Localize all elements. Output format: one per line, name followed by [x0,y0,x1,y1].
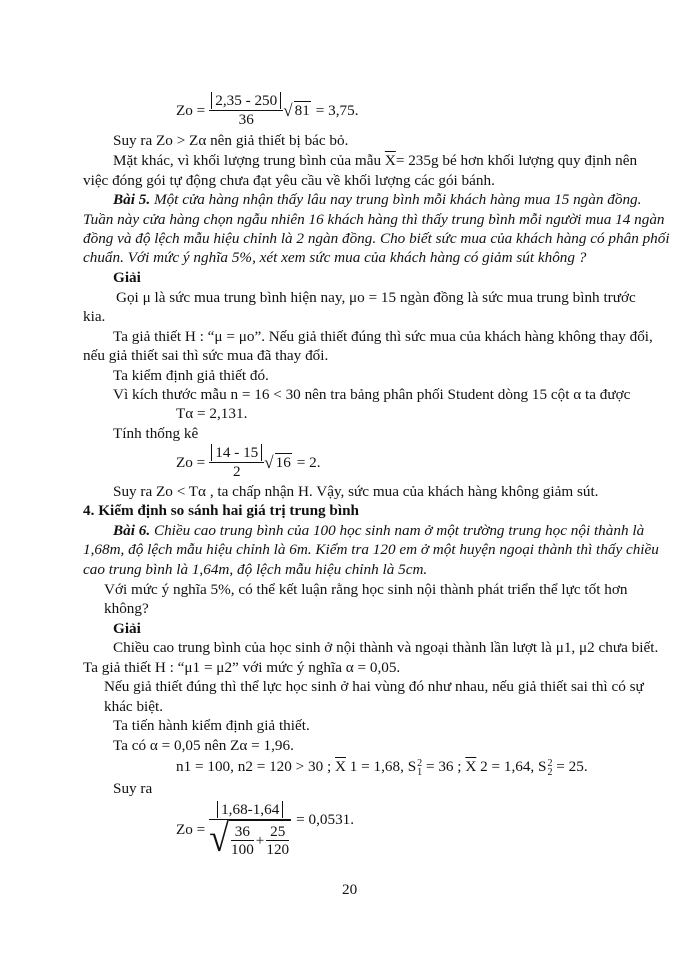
formula-sqrt-denominator [209,815,291,860]
exercise-5-line1 [113,190,641,209]
exercise-5-line2: Tuần này cửa hàng chọn ngẫu nhiên 16 khách hàng thì thấy trung bình mỗi người mua 14 ngàn [83,211,665,228]
text: Chiều cao trung bình của 100 học sinh nam ở một trường trung học nội thành là [150,522,645,539]
x-bar-symbol: $\overline{X}$ [335,758,346,775]
solution-5-line6: Vì kích thước mẫu n = 16 < 30 nên tra bảng phân phối Student dòng 15 cột α ta được [113,386,631,403]
text: 100 [231,841,254,858]
exercise-6-line2: 1,68m, độ lệch mẫu hiệu chỉnh là 6m. Kiểm tra 120 em ở một huyện ngoại thành thì thấy chiều [83,541,659,558]
formula-radicand: 81 [294,102,310,119]
formula-lhs: Zo = [176,101,206,119]
exercise-6-label: Bài 6. [113,522,151,539]
exercise-5-line3: đồng và độ lệch mẫu hiệu chỉnh là 2 ngàn đồng. Cho biết sức mua của khách hàng có phân phối [83,230,670,247]
solution-6-line1: Chiều cao trung bình của học sinh ở nội thành và ngoại thành lần lượt là μ1, μ2 chưa biết. [113,639,659,656]
formula-z-statistic-3 [176,801,354,858]
formula-radicand: 16 [275,454,291,471]
sqrt-icon: √ [209,815,229,860]
exercise-5-line4: chuẩn. Với mức ý nghĩa 5%, xét xem sức mua của khách hàng có giảm sút không ? [83,249,587,266]
text: + [255,831,265,849]
formula-denominator: 36 [238,111,254,128]
formula-fraction [209,801,291,858]
superscript-subscript: 2 2 [547,757,553,778]
formula-fraction [209,444,264,481]
solution-heading-6: Giải [113,620,141,637]
text: = 235g bé hơn khối lượng quy định nên [395,152,638,169]
exercise-6-line4: Với mức ý nghĩa 5%, có thể kết luận rằng học sinh nội thành phát triển thể lực tốt hơn [104,581,628,598]
text: 25 [266,823,289,841]
text: n1 = 100, n2 = 120 > 30 ; [176,758,336,775]
solution-5-line1: Gọi μ là sức mua trung bình hiện nay, μo = 15 ngàn đồng là sức mua trung bình trước [116,289,636,306]
text: = 25. [552,758,588,775]
text: = 36 ; [422,758,466,775]
text: Mặt khác, vì khối lượng trung bình của mẫu [113,152,385,169]
solution-6-line8: Suy ra [113,780,153,797]
text: 36 [231,823,254,841]
superscript-subscript: 2 1 [417,757,423,778]
exercise-5-label: Bài 5. [113,191,151,208]
page-number: 20 [342,881,358,898]
exercise-6-line5: không? [104,600,149,617]
section-heading-4: 4. Kiểm định so sánh hai giá trị trung bình [83,502,359,519]
exercise-6-line1 [113,521,644,540]
formula-denominator: 2 [232,463,241,480]
formula-result: = 0,0531. [296,811,355,828]
formula-numerator: 2,35 - 250 [211,92,281,109]
solution-6-line2: Ta giả thiết H : “μ1 = μ2” với mức ý nghĩa α = 0,05. [83,659,401,676]
solution-6-line6: Ta có α = 0,05 nên Zα = 1,96. [113,737,294,754]
formula-z-statistic-1 [176,92,359,129]
solution-5-line8: Tính thống kê [113,425,199,442]
text: Một cửa hàng nhận thấy lâu nay trung bình mỗi khách hàng mua 15 ngàn đồng. [150,191,642,208]
formula-result: = 2. [296,453,321,471]
x-bar-symbol: $\overline{X}$ [384,152,396,169]
paragraph-conclusion-1: Suy ra Zo > Zα nên giả thiết bị bác bỏ. [113,132,349,149]
formula-z-statistic-2 [176,444,321,481]
solution-6-line7 [176,757,588,777]
text: 1 = 1,68, S [345,758,417,775]
solution-6-line4: khác biệt. [104,698,164,715]
formula-fraction [209,92,283,129]
solution-5-line9: Suy ra Zo < Tα , ta chấp nhận H. Vậy, sức mua của khách hàng không giảm sút. [113,483,599,500]
sqrt-icon: √ [264,452,274,472]
formula-numerator: 14 - 15 [211,444,262,461]
formula-lhs: Zo = [176,820,206,838]
paragraph-remark-line2: việc đóng gói tự động chưa đạt yêu cầu về khối lượng các gói bánh. [83,172,495,189]
solution-heading-5: Giải [113,269,141,286]
paragraph-remark-line1 [113,151,637,170]
text: 2 = 1,64, S [476,758,547,775]
solution-5-line4: nếu giả thiết sai thì sức mua đã thay đổi. [83,347,329,364]
formula-result: = 3,75. [315,101,359,119]
text: 120 [266,841,290,858]
solution-5-line2: kia. [83,308,106,325]
x-bar-symbol: $\overline{X}$ [465,758,477,775]
exercise-6-line3: cao trung bình là 1,64m, độ lệch mẫu hiệu chỉnh là 5cm. [83,561,428,578]
solution-5-line5: Ta kiểm định giả thiết đó. [113,367,269,384]
formula-numerator: 1,68-1,64 [217,801,283,818]
solution-5-line3: Ta giả thiết H : “μ = μo”. Nếu giả thiết đúng thì sức mua của khách hàng không thay đổi, [113,328,653,345]
solution-6-line5: Ta tiến hành kiểm định giả thiết. [113,717,310,734]
sqrt-icon: √ [283,100,293,120]
formula-lhs: Zo = [176,453,206,471]
solution-6-line3: Nếu giả thiết đúng thì thể lực học sinh ở hai vùng đó như nhau, nếu giả thiết sai thì có sự [104,678,644,695]
solution-5-line7: Tα = 2,131. [176,405,248,422]
